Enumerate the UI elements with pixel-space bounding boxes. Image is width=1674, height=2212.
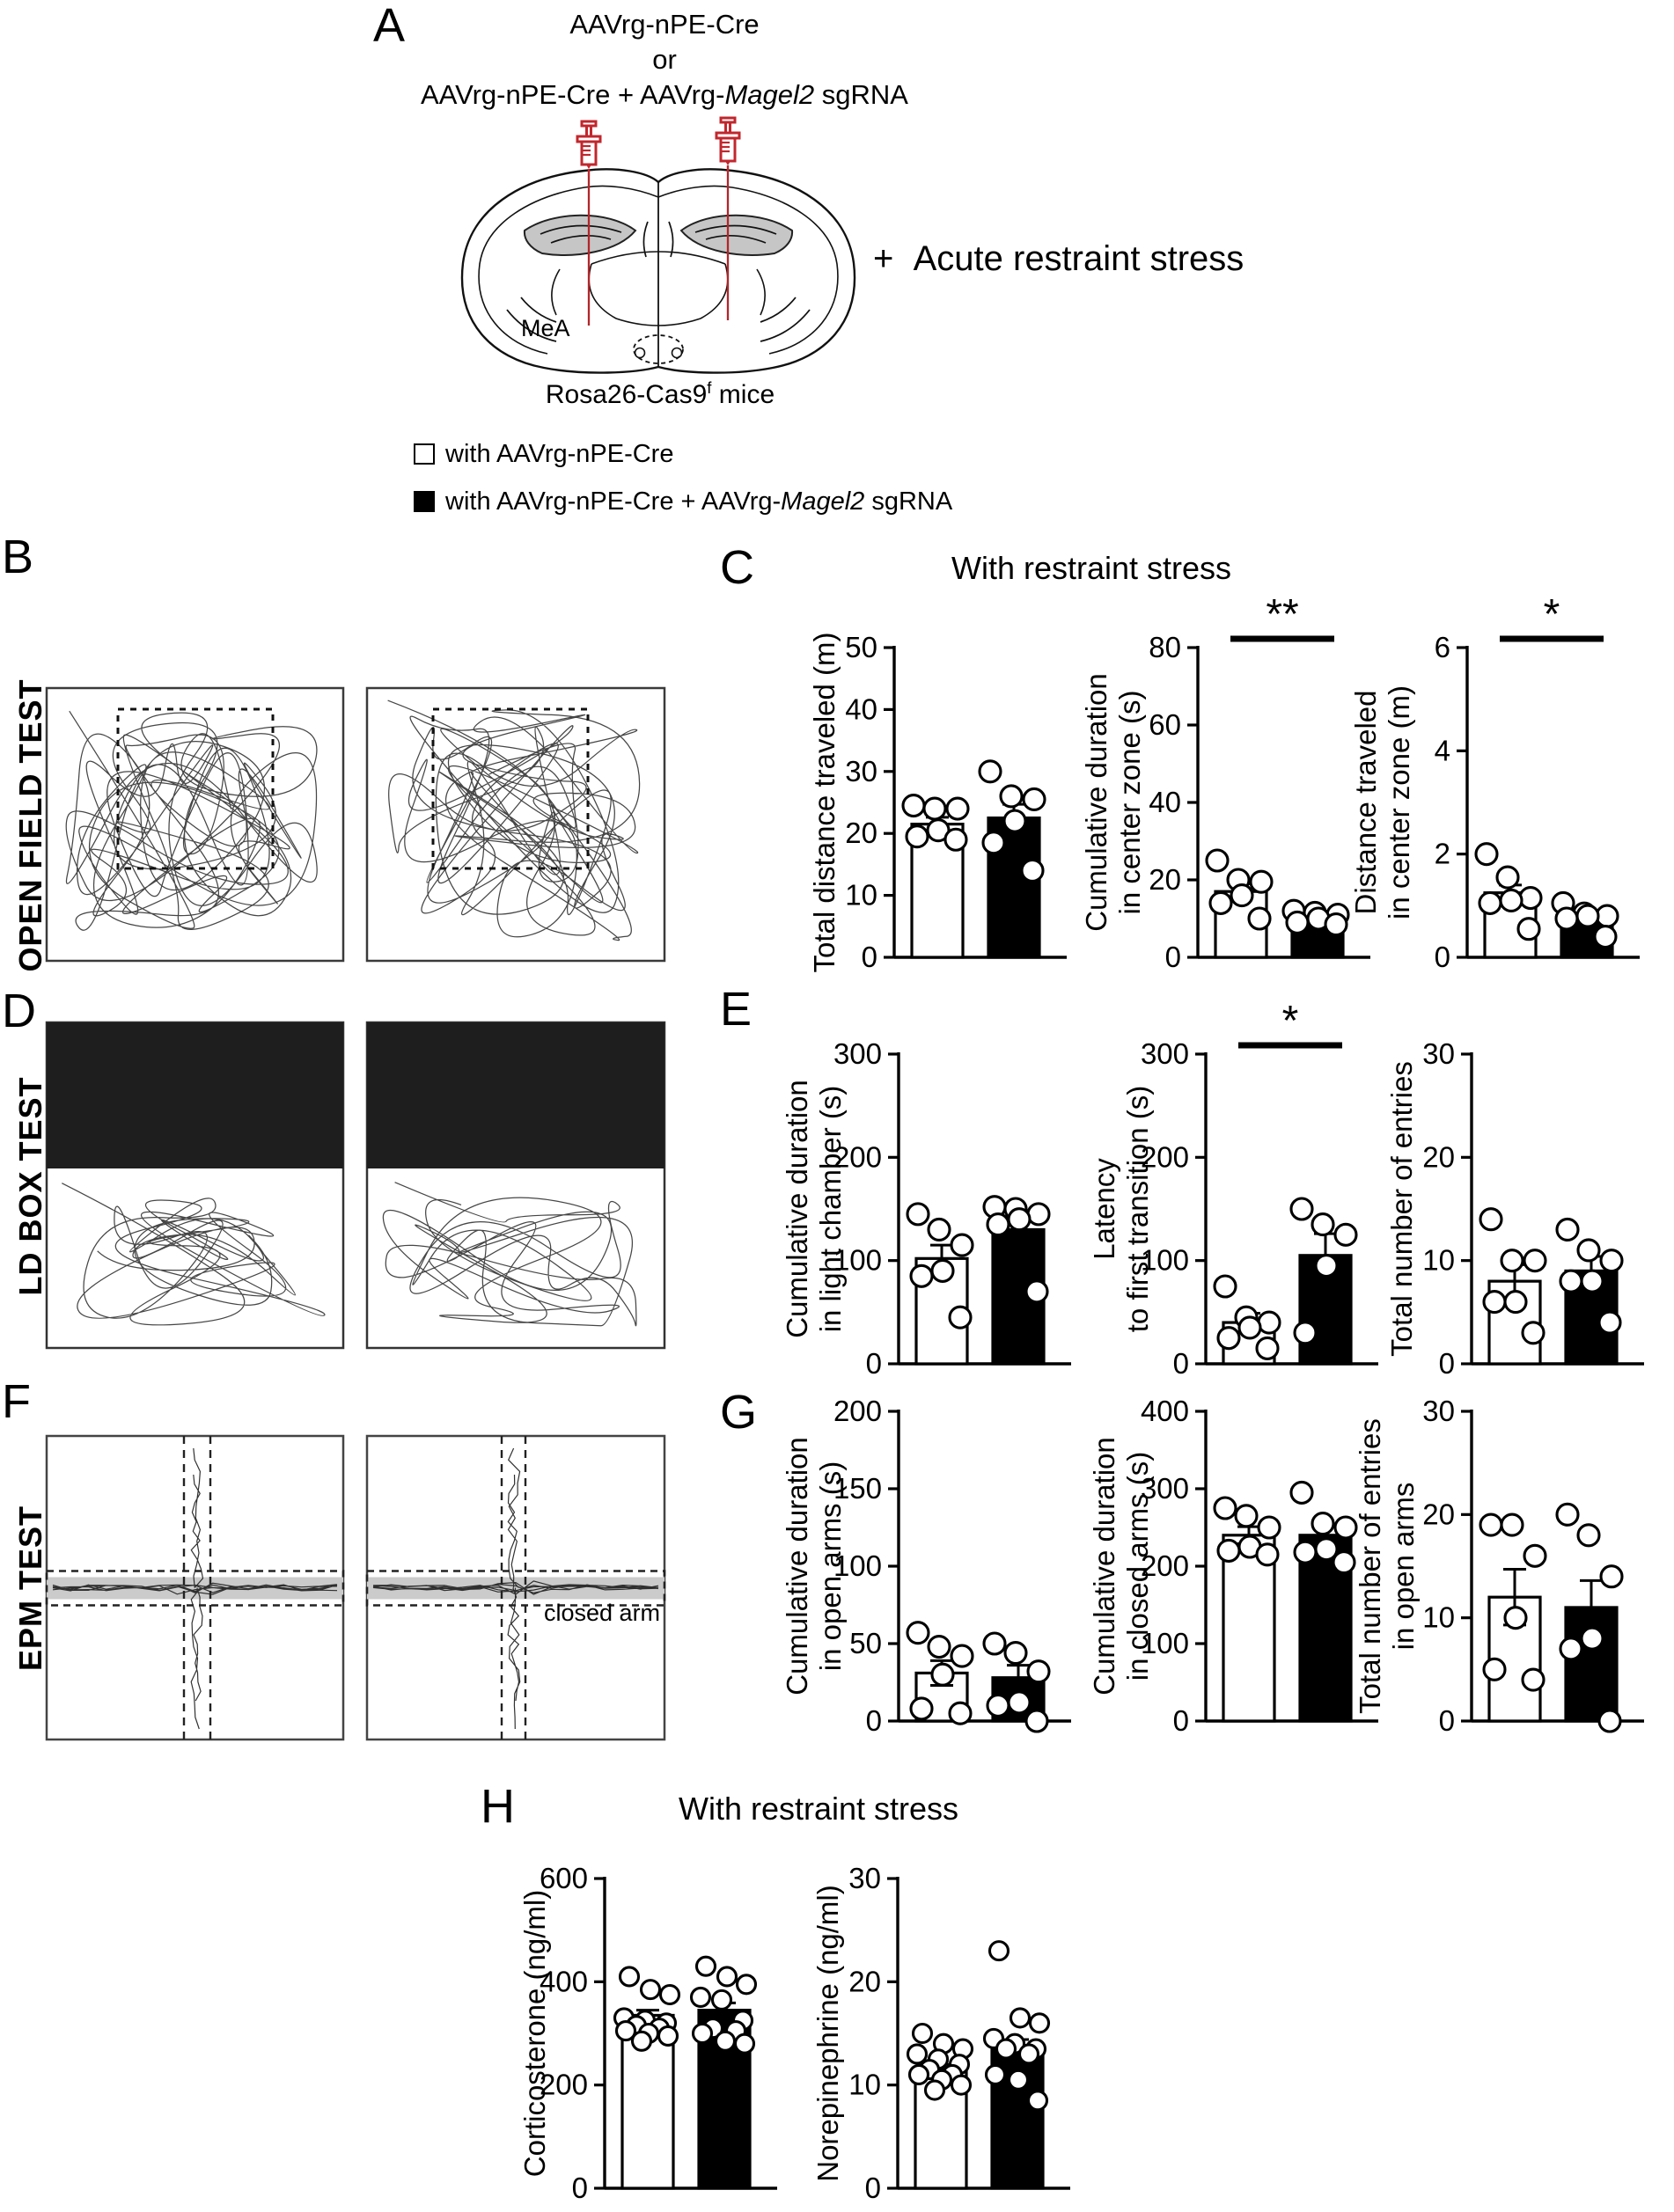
legend-label-ko: with AAVrg-nPE-Cre + AAVrg-Magel2 sgRNA <box>445 487 953 516</box>
data-point <box>990 1942 1009 1960</box>
data-point <box>1026 1710 1047 1732</box>
data-point <box>1287 912 1308 933</box>
data-point <box>988 1695 1009 1716</box>
data-point <box>1010 2070 1028 2089</box>
panel-label-a: A <box>373 0 406 52</box>
y-tick-label: 0 <box>864 2172 881 2204</box>
data-point <box>951 1234 973 1256</box>
y-tick-label: 400 <box>1140 1395 1189 1427</box>
data-point <box>950 1307 971 1328</box>
closed-arm-annotation: closed arm <box>544 1600 661 1626</box>
data-point <box>1476 844 1497 865</box>
data-point <box>932 1664 953 1685</box>
y-tick-label: 10 <box>848 2068 881 2101</box>
legend-marker-open <box>414 443 435 465</box>
y-tick-label: 0 <box>1172 1704 1189 1737</box>
y-tick-label: 600 <box>539 1862 588 1894</box>
data-point <box>1599 1312 1620 1333</box>
y-tick-label: 40 <box>845 692 877 726</box>
legend-marker-filled <box>414 491 435 512</box>
y-axis-label: Corticosterone (ng/ml) <box>518 1889 551 2178</box>
data-point <box>661 1986 679 2004</box>
plus-sign: + <box>873 239 894 278</box>
open-field-trace-box-ko <box>367 688 664 961</box>
data-point <box>1291 1482 1312 1503</box>
data-point <box>1024 788 1045 809</box>
data-point <box>659 2026 678 2045</box>
behavior-trace-boxes <box>47 688 664 1740</box>
data-point <box>911 1698 932 1719</box>
data-point <box>984 1633 1005 1654</box>
y-tick-label: 200 <box>1140 1140 1189 1174</box>
y-tick-label: 100 <box>1140 1243 1189 1277</box>
data-point <box>950 1703 971 1724</box>
data-point <box>1316 1256 1337 1277</box>
data-point <box>1291 1198 1312 1220</box>
y-axis-label: Cumulative duration <box>781 1437 813 1696</box>
legend-label-control: with AAVrg-nPE-Cre <box>445 440 674 468</box>
y-tick-label: 50 <box>849 1627 882 1659</box>
y-tick-label: 0 <box>1438 1704 1455 1737</box>
significance-stars: ** <box>1266 591 1299 638</box>
panel-c-title: With restraint stress <box>951 550 1232 586</box>
data-point <box>633 2032 651 2050</box>
y-tick-label: 0 <box>1438 1347 1455 1380</box>
y-tick-label: 300 <box>833 1037 882 1070</box>
chart-g3 <box>1341 1351 1645 1765</box>
y-tick-label: 0 <box>865 1347 882 1380</box>
data-point <box>1004 810 1025 831</box>
dark-chamber <box>367 1022 664 1168</box>
open-field-trace-box-control <box>47 688 343 961</box>
epm-trace-ko <box>367 1436 664 1740</box>
y-axis-label: to first transition (s) <box>1121 1085 1154 1333</box>
data-point <box>983 832 1004 853</box>
y-tick-label: 40 <box>1149 786 1181 818</box>
data-point <box>1479 892 1501 913</box>
y-axis-label: Cumulative duration <box>781 1080 813 1338</box>
data-point <box>926 2081 944 2099</box>
y-tick-label: 100 <box>833 1243 882 1277</box>
data-point <box>924 798 945 819</box>
panel-label-c: C <box>720 541 754 594</box>
data-point <box>1595 927 1616 948</box>
data-point <box>1524 1545 1546 1566</box>
data-point <box>1020 2045 1039 2063</box>
data-point <box>1557 1504 1578 1525</box>
y-tick-label: 2 <box>1434 837 1450 870</box>
data-point <box>1560 1638 1582 1659</box>
y-tick-label: 20 <box>1149 863 1181 896</box>
y-tick-label: 50 <box>845 631 877 663</box>
data-point <box>1001 786 1022 807</box>
syringe-icon-left <box>577 121 600 176</box>
test-name-epm: EPM TEST <box>12 1505 48 1672</box>
panel-label-d: D <box>2 985 36 1037</box>
data-point <box>1251 871 1272 892</box>
data-point <box>1560 1271 1582 1292</box>
data-point <box>1557 1219 1578 1240</box>
y-tick-label: 20 <box>1422 1140 1455 1174</box>
data-point <box>1577 905 1598 927</box>
data-point <box>1215 1276 1236 1297</box>
significance-stars: * <box>1543 591 1560 638</box>
data-point <box>1601 1250 1622 1271</box>
data-point <box>738 1975 756 1994</box>
y-axis-label: Distance traveled <box>1349 690 1382 915</box>
y-axis-label: Total number of entries <box>1354 1418 1386 1714</box>
y-tick-label: 30 <box>1422 1037 1455 1070</box>
test-name-ld-box: LD BOX TEST <box>12 1076 48 1296</box>
ld-box-trace-control <box>47 1022 343 1348</box>
data-point <box>1295 1322 1316 1344</box>
mouse-line-label: Rosa26-Cas9$^f$ mice <box>545 378 775 409</box>
data-point <box>932 1260 953 1281</box>
panel-label-f: F <box>2 1375 31 1428</box>
data-point <box>945 829 966 850</box>
data-point <box>1582 1271 1603 1292</box>
y-axis-label: Cumulative duration <box>1080 673 1112 932</box>
y-axis-label: in center zone (m) <box>1383 685 1415 919</box>
data-point <box>908 2045 927 2063</box>
data-point <box>1022 860 1043 881</box>
data-point <box>1031 2014 1049 2033</box>
mea-region-label: MeA <box>521 315 570 341</box>
y-tick-label: 0 <box>865 1704 882 1737</box>
y-tick-label: 10 <box>1422 1600 1455 1634</box>
data-point <box>692 1988 710 2006</box>
data-point <box>642 1981 660 1999</box>
data-point <box>1210 892 1231 913</box>
test-name-open-field: OPEN FIELD TEST <box>12 678 48 972</box>
panel-h-title: With restraint stress <box>678 1791 959 1827</box>
data-point <box>697 1957 716 1975</box>
data-point <box>718 1967 737 1986</box>
virus-title-block <box>378 11 951 108</box>
data-point <box>947 798 968 819</box>
y-axis-label: in open arms (s) <box>814 1461 847 1672</box>
data-point <box>1480 1514 1501 1535</box>
y-tick-label: 60 <box>1149 708 1181 741</box>
y-tick-label: 200 <box>539 2068 588 2101</box>
y-tick-label: 100 <box>833 1549 882 1582</box>
data-point <box>1501 1250 1523 1271</box>
virus-line-1: AAVrg-nPE-Cre <box>569 9 760 40</box>
data-point <box>1028 1661 1049 1682</box>
data-point <box>1501 1514 1523 1535</box>
y-tick-label: 0 <box>861 941 877 973</box>
y-tick-label: 10 <box>845 878 877 912</box>
significance-stars: * <box>1281 998 1299 1044</box>
syringe-icon-right <box>716 118 739 172</box>
y-tick-label: 20 <box>845 817 877 850</box>
chart-e1 <box>768 994 1072 1408</box>
data-point <box>1259 1517 1280 1538</box>
y-axis-label: Cumulative duration <box>1088 1437 1120 1696</box>
y-tick-label: 300 <box>1140 1472 1189 1505</box>
y-axis-label: Total distance traveled (m) <box>808 632 841 973</box>
data-point <box>1239 1317 1260 1338</box>
data-point <box>929 1219 950 1240</box>
chart-g2 <box>1076 1351 1379 1765</box>
chart-c2 <box>1068 588 1371 1001</box>
y-tick-label: 200 <box>833 1140 882 1174</box>
data-point <box>1259 1312 1280 1333</box>
chart-g1 <box>768 1351 1072 1765</box>
y-tick-label: 30 <box>848 1862 881 1894</box>
data-point <box>997 2040 1016 2058</box>
data-point <box>1505 1292 1526 1313</box>
dark-chamber <box>47 1022 343 1168</box>
y-axis-label: in closed arms (s) <box>1121 1451 1154 1681</box>
data-point <box>1597 905 1618 927</box>
data-point <box>1601 1566 1622 1587</box>
y-tick-label: 80 <box>1149 631 1181 663</box>
data-point <box>1312 1214 1333 1235</box>
panel-label-e: E <box>720 983 753 1036</box>
data-point <box>980 761 1001 782</box>
data-point <box>1524 1250 1546 1271</box>
data-point <box>694 2025 712 2043</box>
y-tick-label: 20 <box>848 1965 881 1998</box>
chart-c1 <box>764 588 1068 1001</box>
y-tick-label: 200 <box>1140 1549 1189 1582</box>
data-point <box>1518 919 1539 940</box>
data-point <box>910 2065 929 2084</box>
data-point <box>1009 1692 1030 1713</box>
y-tick-label: 200 <box>833 1395 882 1427</box>
y-tick-label: 0 <box>1434 941 1450 973</box>
panel-label-b: B <box>2 531 34 583</box>
y-tick-label: 4 <box>1434 734 1450 767</box>
y-tick-label: 6 <box>1434 631 1450 663</box>
data-point <box>988 1214 1009 1235</box>
data-point <box>1578 1240 1599 1261</box>
data-point <box>907 826 928 847</box>
data-point <box>1556 908 1577 929</box>
y-tick-label: 30 <box>845 754 877 787</box>
data-point <box>1029 2091 1047 2110</box>
data-point <box>911 1265 932 1286</box>
y-tick-label: 0 <box>1164 941 1181 973</box>
data-point <box>903 795 924 817</box>
y-axis-label: in open arms <box>1387 1482 1420 1651</box>
data-point <box>1257 1544 1278 1565</box>
data-point <box>1501 890 1522 911</box>
y-axis-label: Total number of entries <box>1385 1061 1418 1357</box>
virus-line-2: or <box>652 44 677 75</box>
data-point <box>1484 1659 1505 1680</box>
data-point <box>1026 1281 1047 1302</box>
data-point <box>1011 2009 1030 2027</box>
chart-c3 <box>1337 588 1641 1001</box>
virus-line-3: AAVrg-nPE-Cre + AAVrg-Magel2 sgRNA <box>421 79 908 110</box>
data-point <box>987 2065 1005 2084</box>
data-point <box>1582 1628 1603 1649</box>
y-tick-label: 20 <box>1422 1498 1455 1531</box>
data-point <box>1599 1710 1620 1732</box>
chart-h2 <box>767 1819 1071 2212</box>
data-point <box>1480 1209 1501 1230</box>
data-point <box>1028 1204 1049 1225</box>
data-point <box>716 2032 735 2050</box>
data-point <box>1520 888 1541 909</box>
y-axis-label: in center zone (s) <box>1113 690 1146 915</box>
data-point <box>951 1645 973 1666</box>
data-point <box>713 1990 731 2009</box>
data-point <box>736 2034 754 2053</box>
ld-box-trace-ko <box>367 1022 664 1348</box>
data-point <box>1218 1540 1239 1561</box>
y-tick-label: 400 <box>539 1965 588 1998</box>
data-point <box>914 2025 932 2043</box>
y-tick-label: 10 <box>1422 1243 1455 1277</box>
data-point <box>1497 867 1518 888</box>
data-point <box>1505 1608 1526 1629</box>
y-axis-label: in light chamber (s) <box>814 1085 847 1333</box>
data-point <box>1484 1292 1505 1313</box>
chart-e3 <box>1341 994 1645 1408</box>
brain-diagram <box>462 169 855 372</box>
chart-e2 <box>1076 994 1379 1408</box>
data-point <box>1249 908 1270 929</box>
data-point <box>1207 850 1228 871</box>
data-point <box>1236 1505 1257 1527</box>
chart-h1 <box>474 1819 778 2212</box>
y-axis-label: Norepinephrine (ng/ml) <box>811 1885 844 2182</box>
y-tick-label: 300 <box>1140 1037 1189 1070</box>
y-tick-label: 30 <box>1422 1395 1455 1427</box>
data-point <box>929 1637 950 1658</box>
epm-trace-control <box>47 1436 343 1740</box>
data-point <box>1523 1322 1544 1344</box>
data-point <box>1312 1513 1333 1534</box>
data-point <box>1578 1525 1599 1546</box>
data-point <box>907 1622 929 1644</box>
data-point <box>1231 885 1252 906</box>
panel-label-g: G <box>720 1386 758 1439</box>
data-point <box>1215 1498 1236 1519</box>
data-point <box>1295 1542 1316 1563</box>
data-point <box>1005 1643 1026 1664</box>
y-tick-label: 150 <box>833 1472 882 1505</box>
data-point <box>1218 1328 1239 1349</box>
data-point <box>907 1204 929 1225</box>
y-tick-label: 100 <box>1140 1627 1189 1659</box>
y-tick-label: 0 <box>1172 1347 1189 1380</box>
data-point <box>620 1967 639 1986</box>
data-point <box>952 2076 971 2094</box>
data-point <box>1009 1209 1030 1230</box>
y-axis-label: Latency <box>1088 1158 1120 1260</box>
y-tick-label: 0 <box>571 2172 588 2204</box>
data-point <box>1523 1669 1544 1690</box>
acute-restraint-stress-label: + Acute restraint stress <box>873 239 1244 278</box>
panel-label-h: H <box>481 1780 515 1833</box>
